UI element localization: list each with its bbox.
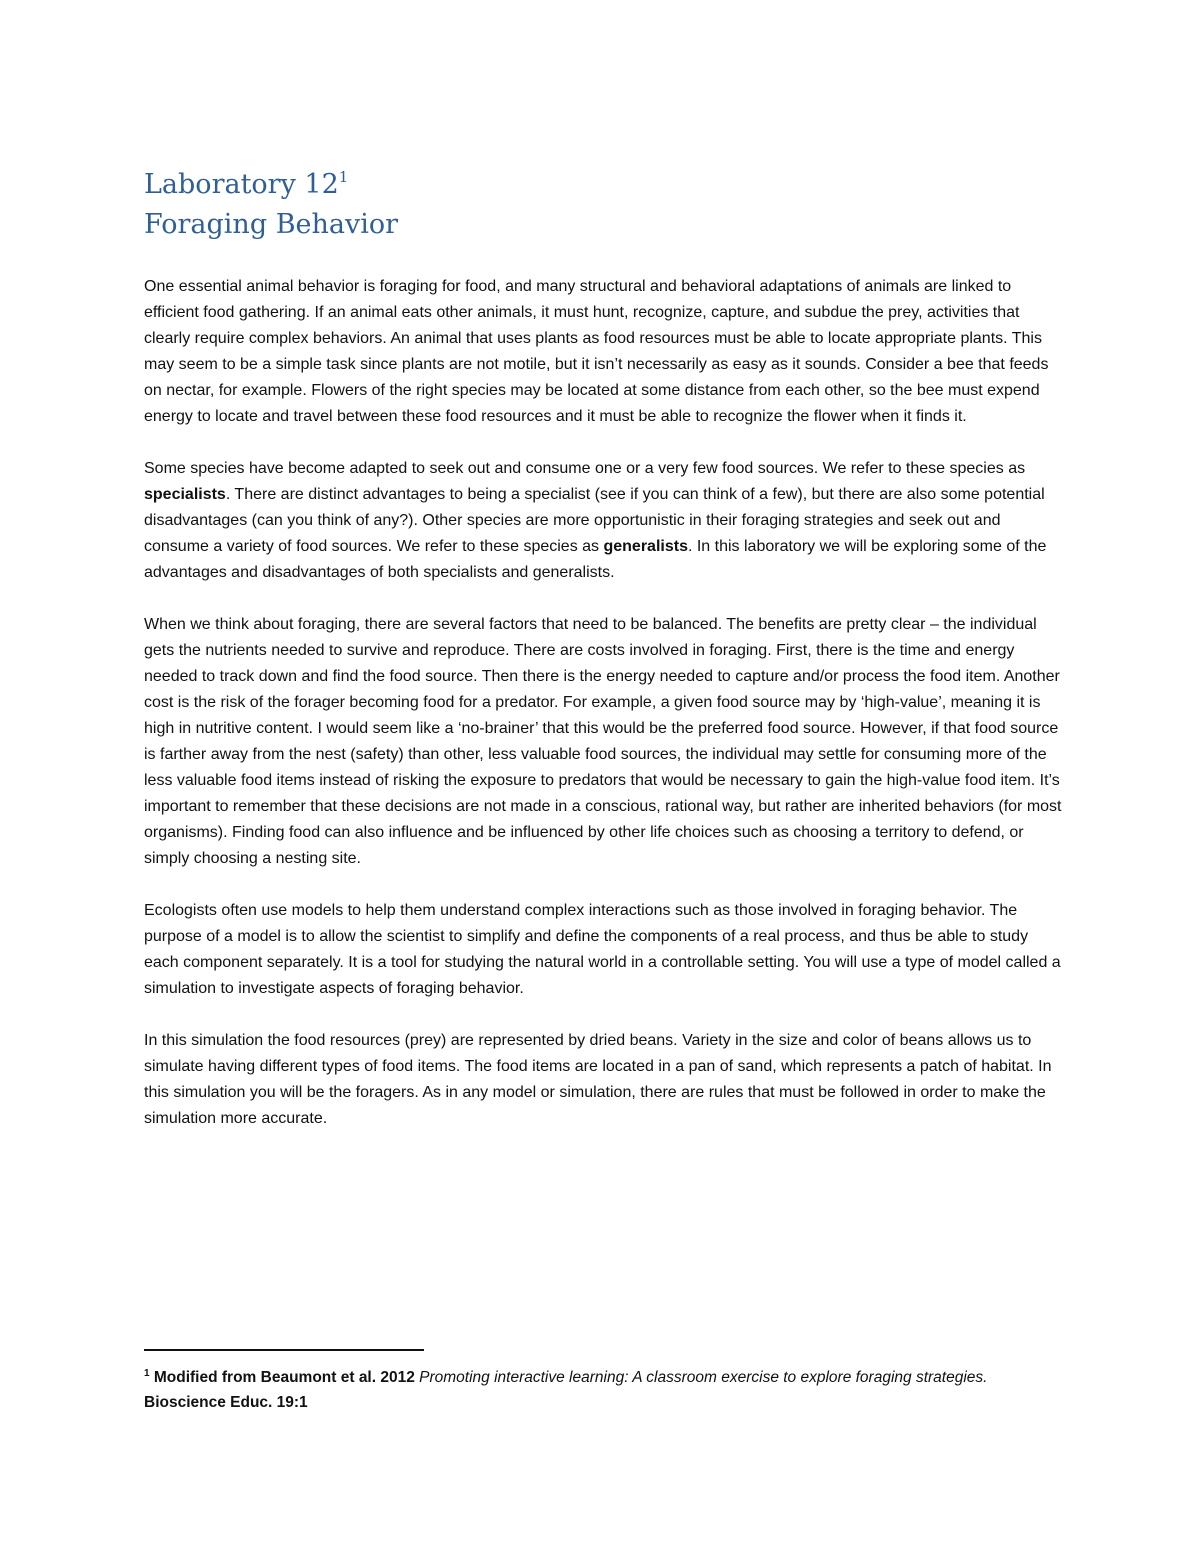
paragraph-simulation: In this simulation the food resources (prey) are represented by dried beans. Variety in the size and color of beans allows us to simulate having different types of food items. The food items are located in a pan of sand, which represents a patch of habitat. In this simulation you will be the foragers. As in any model or simulation, there are rules that must be followed in order to make the simulation more accurate. <box>144 1032 1052 1127</box>
paragraph-models: Ecologists often use models to help them understand complex interactions such as those involved in foraging behavior. The purpose of a model is to allow the scientist to simplify and define the components of a real process, and thus be able to study each component separately. It is a tool for studying the natural world in a controllable setting. You will use a type of model called a simulation to investigate aspects of foraging behavior. <box>144 902 1061 997</box>
paragraph-intro: One essential animal behavior is foraging for food, and many structural and behavioral adaptations of animals are linked to efficient food gathering. If an animal eats other animals, it must hunt, recognize, capture, and subdue the prey, activities that clearly require complex behaviors. An animal that uses plants as food resources must be able to locate appropriate plants. This may seem to be a simple task since plants are not motile, but it isn’t necessarily as easy as it sounds. Consider a bee that feeds on nectar, for example. Flowers of the right species may be located at some distance from each other, so the bee must expend energy to locate and travel between these food resources and it must be able to recognize the flower when it finds it. <box>144 278 1049 425</box>
page-subtitle: Foraging Behavior <box>144 209 399 240</box>
paragraph-foraging-costs: When we think about foraging, there are several factors that need to be balanced. The benefits are pretty clear – the individual gets the nutrients needed to survive and reproduce. There are costs involved in foraging. First, there is the time and energy needed to track down and find the food source. Then there is the energy needed to capture and/or process the food item. Another cost is the risk of the forager becoming food for a predator. For example, a given food source may by ‘high-value’, meaning it is high in nutritive content. I would seem like a ‘no-brainer’ that this would be the preferred food source. However, if that food source is farther away from the nest (safety) than other, less valuable food sources, the individual may settle for consuming more of the less valuable food items instead of risking the exposure to predators that would be necessary to gain the high-value food item. It’s important to remember that these decisions are not made in a conscious, rational way, but rather are inherited behaviors (for most organisms). Finding food can also influence and be influenced by other life choices such as choosing a territory to defend, or simply choosing a nesting site. <box>144 616 1062 867</box>
page-title <box>144 165 1064 205</box>
title-footnote-mark: 1 <box>338 168 349 186</box>
title-block <box>144 165 1064 245</box>
title-text: Laboratory 12 <box>144 169 339 200</box>
p2-text-c: . There are distinct advantages to being a specialist (see if you can think of a few), but there are also some potential disadvantages (can you think of any?). Other species are more opportunistic in their foraging strategies and seek out and consume a variety of food sources. We refer to these species as <box>144 486 1045 555</box>
term-generalists: generalists <box>603 538 688 555</box>
footnote-journal: Bioscience Educ. 19:1 <box>144 1394 308 1411</box>
body-text <box>144 274 1064 1158</box>
paragraph-specialists-generalists <box>144 456 1064 586</box>
term-specialists: specialists <box>144 486 226 503</box>
footnote <box>144 1365 1064 1415</box>
footnote-lead: Modified from Beaumont et al. 2012 <box>149 1369 420 1386</box>
p2-text-e: . In this laboratory we will be exploring some of the advantages and disadvantages of both specialists and generalists. <box>144 538 1047 581</box>
footnote-divider <box>144 1349 424 1351</box>
p2-text-a: Some species have become adapted to seek out and consume one or a very few food sources. We refer to these species as <box>144 460 1026 477</box>
footnote-mark: 1 <box>144 1368 150 1379</box>
footnote-article-title: Promoting interactive learning: A classroom exercise to explore foraging strategies. <box>419 1369 988 1386</box>
